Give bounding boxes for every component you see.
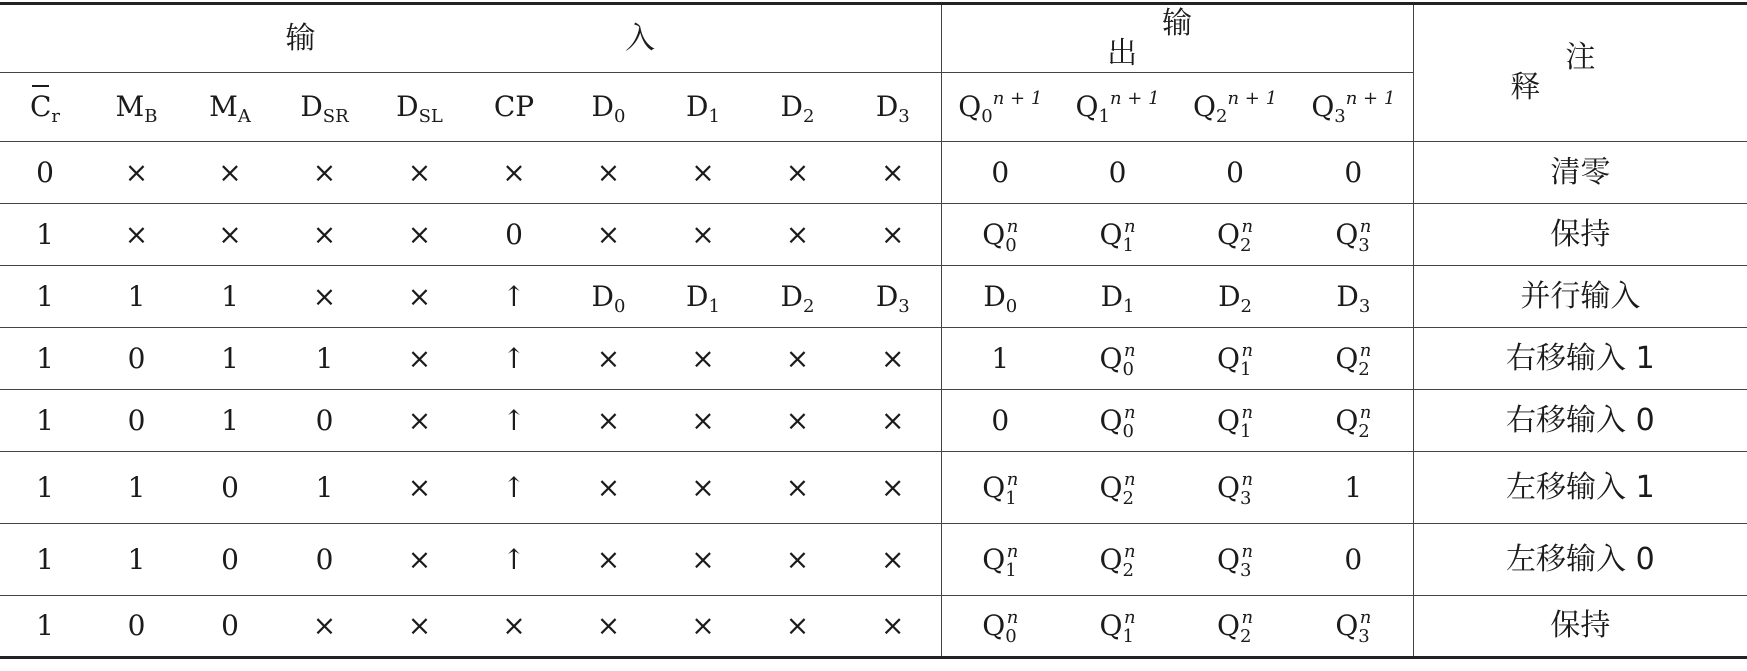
cell-cr: 1 [0,524,90,596]
col-header-cp: CP [467,73,561,142]
cell-q1: 0 [1059,142,1176,204]
cell-cr: 1 [0,452,90,524]
cell-ma: 0 [183,596,277,658]
cell-cp: ↑ [467,266,561,328]
cell-cr: 1 [0,204,90,266]
cell-mb: 1 [90,452,183,524]
col-header-mb: $M_B$ [90,73,183,142]
cell-q0: 1 [941,328,1059,390]
cell-q2: $D_2$ [1176,266,1294,328]
cell-dsr: × [277,142,372,204]
cell-d3: × [845,390,941,452]
cell-d3: × [845,328,941,390]
cell-note: 右移输入 0 [1413,390,1747,452]
inputs-group-header: 输 入 [0,4,941,73]
cell-d1: × [656,390,750,452]
cell-d1: $D_1$ [656,266,750,328]
cell-d3: × [845,142,941,204]
cell-d2: × [750,596,845,658]
cell-d2: × [750,204,845,266]
table-row [0,328,1747,390]
cell-d0: × [561,142,656,204]
cell-d0: × [561,524,656,596]
outputs-group-header: 输 出 [941,4,1413,73]
cell-q1: $Q_1^n$ [1059,204,1176,266]
cell-note: 保持 [1413,204,1747,266]
cell-q0: $Q_1^n$ [941,452,1059,524]
cell-cp: × [467,142,561,204]
cell-d3: × [845,452,941,524]
col-header-d2: $D_2$ [750,73,845,142]
cell-q0: 0 [941,390,1059,452]
cell-d3: × [845,204,941,266]
cell-ma: 1 [183,328,277,390]
col-header-cr: $C_r$ [0,73,90,142]
cell-dsl: × [372,524,467,596]
table-row [0,524,1747,596]
cell-note: 并行输入 [1413,266,1747,328]
cell-dsr: 0 [277,390,372,452]
cell-mb: 0 [90,596,183,658]
col-header-ma: $M_A$ [183,73,277,142]
cell-dsl: × [372,390,467,452]
cell-ma: 0 [183,524,277,596]
cell-q3: $Q_2^n$ [1294,390,1413,452]
cell-q2: $Q_1^n$ [1176,390,1294,452]
cell-d1: × [656,328,750,390]
table-row [0,142,1747,204]
cell-dsr: 1 [277,452,372,524]
cell-dsr: × [277,596,372,658]
table-row [0,452,1747,524]
cell-d0: × [561,390,656,452]
cell-q1: $Q_0^n$ [1059,390,1176,452]
cell-d2: × [750,328,845,390]
cell-ma: 1 [183,266,277,328]
cell-q3: 0 [1294,142,1413,204]
cell-note: 保持 [1413,596,1747,658]
cell-note: 清零 [1413,142,1747,204]
cell-mb: × [90,142,183,204]
cell-q0: $Q_1^n$ [941,524,1059,596]
col-header-q0: $Q_0^{n + 1}$ [941,73,1059,142]
cell-q1: $Q_1^n$ [1059,596,1176,658]
cell-q2: $Q_1^n$ [1176,328,1294,390]
cell-mb: 1 [90,266,183,328]
cell-q3: $D_3$ [1294,266,1413,328]
cell-cr: 1 [0,390,90,452]
cell-d2: × [750,524,845,596]
cell-cr: 1 [0,328,90,390]
col-header-d1: $D_1$ [656,73,750,142]
col-header-q1: $Q_1^{n + 1}$ [1059,73,1176,142]
cell-cr: 1 [0,266,90,328]
cell-d3: $D_3$ [845,266,941,328]
cell-cp: ↑ [467,390,561,452]
col-header-d3: $D_3$ [845,73,941,142]
cell-d2: × [750,452,845,524]
cell-q2: $Q_3^n$ [1176,524,1294,596]
cell-dsl: × [372,328,467,390]
cell-q3: $Q_3^n$ [1294,204,1413,266]
cell-d0: × [561,452,656,524]
cell-cp: ↑ [467,452,561,524]
cell-q0: $D_0$ [941,266,1059,328]
cell-dsl: × [372,266,467,328]
table-row [0,204,1747,266]
cell-dsr: 0 [277,524,372,596]
col-header-d0: $D_0$ [561,73,656,142]
cell-dsl: × [372,452,467,524]
cell-q2: 0 [1176,142,1294,204]
cell-q3: $Q_3^n$ [1294,596,1413,658]
cell-note: 右移输入 1 [1413,328,1747,390]
cell-cr: 1 [0,596,90,658]
cell-d1: × [656,452,750,524]
cell-q1: $Q_2^n$ [1059,452,1176,524]
cell-q1: $D_1$ [1059,266,1176,328]
cell-ma: 1 [183,390,277,452]
cell-d1: × [656,524,750,596]
cell-d2: × [750,390,845,452]
cell-q2: $Q_2^n$ [1176,204,1294,266]
cell-q3: $Q_2^n$ [1294,328,1413,390]
cell-d0: × [561,596,656,658]
cell-q1: $Q_2^n$ [1059,524,1176,596]
table-row [0,596,1747,658]
cell-dsl: × [372,204,467,266]
cell-note: 左移输入 0 [1413,524,1747,596]
cell-mb: 0 [90,328,183,390]
cell-dsr: 1 [277,328,372,390]
cell-d3: × [845,524,941,596]
cell-d1: × [656,596,750,658]
cell-dsl: × [372,596,467,658]
cell-cp: ↑ [467,328,561,390]
col-header-dsr: $D_{SR}$ [277,73,372,142]
cell-q0: $Q_0^n$ [941,204,1059,266]
cell-q2: $Q_3^n$ [1176,452,1294,524]
col-header-q3: $Q_3^{n + 1}$ [1294,73,1413,142]
cell-q1: $Q_0^n$ [1059,328,1176,390]
cell-mb: × [90,204,183,266]
cell-ma: × [183,142,277,204]
cell-note: 左移输入 1 [1413,452,1747,524]
cell-d2: $D_2$ [750,266,845,328]
cell-d3: × [845,596,941,658]
cell-dsl: × [372,142,467,204]
col-header-q2: $Q_2^{n + 1}$ [1176,73,1294,142]
cell-dsr: × [277,204,372,266]
notes-header: 注 释 [1413,4,1747,142]
cell-q2: $Q_2^n$ [1176,596,1294,658]
cell-cp: ↑ [467,524,561,596]
shift-register-truth-table [0,2,1747,659]
cell-cp: 0 [467,204,561,266]
cell-q0: 0 [941,142,1059,204]
cell-mb: 0 [90,390,183,452]
cell-q0: $Q_0^n$ [941,596,1059,658]
cell-d0: $D_0$ [561,266,656,328]
table-row [0,390,1747,452]
cell-cp: × [467,596,561,658]
table-row [0,266,1747,328]
cell-d2: × [750,142,845,204]
cell-ma: 0 [183,452,277,524]
cell-d0: × [561,204,656,266]
cell-d0: × [561,328,656,390]
cell-q3: 1 [1294,452,1413,524]
cell-dsr: × [277,266,372,328]
cell-ma: × [183,204,277,266]
cell-d1: × [656,142,750,204]
cell-d1: × [656,204,750,266]
cell-mb: 1 [90,524,183,596]
col-header-dsl: $D_{SL}$ [372,73,467,142]
cell-q3: 0 [1294,524,1413,596]
cell-cr: 0 [0,142,90,204]
